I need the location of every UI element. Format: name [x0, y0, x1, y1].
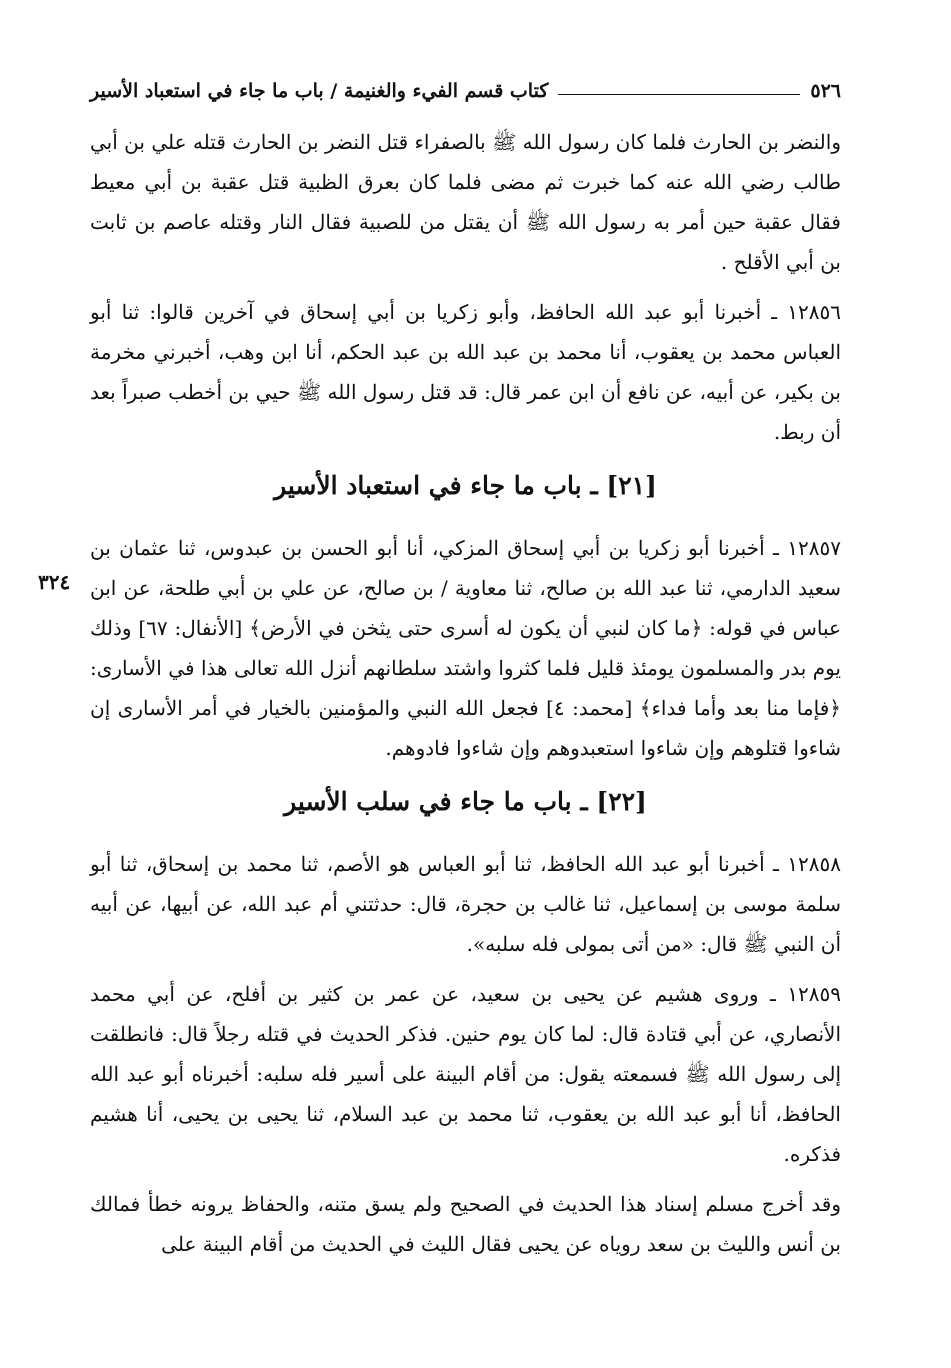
margin-reference-number: ٣٢٤	[38, 570, 71, 594]
paragraph-1: والنضر بن الحارث فلما كان رسول الله ﷺ بالصفراء قتل النضر بن الحارث قتله علي بن أبي طالب رضي الله عنه كما خبرت ثم مضى فلما كان بعرق الظبية قتل عقبة بن أبي معيط فقال عقبة حين أمر به رسول الله ﷺ أن يقتل من للصبية فقال النار وقتله عاصم بن ثابت بن أبي الأقلح .	[90, 130, 841, 274]
chapter-heading-22: [٢٢] ـ باب ما جاء في سلب الأسير	[284, 787, 647, 816]
running-title: كتاب قسم الفيء والغنيمة / باب ما جاء في استعباد الأسير	[90, 80, 549, 102]
paragraph-commentary: وقد أخرج مسلم إسناد هذا الحديث في الصحيح ولم يسق متنه، والحفاظ يرونه خطأ فمالك بن أنس والليث بن سعد روياه عن يحيى فقال الليث في الحديث من أقام البينة على	[90, 1192, 841, 1256]
paragraph-hadith-12858: ١٢٨٥٨ ـ أخبرنا أبو عبد الله الحافظ، ثنا أبو العباس هو الأصم، ثنا محمد بن إسحاق، ثنا أبو سلمة موسى بن إسماعيل، ثنا غالب بن حجرة، قال: حدثتني أم عبد الله، عن أبيها، عن أبيه أن النبي ﷺ قال: «من أتى بمولى فله سلبه».	[90, 852, 841, 956]
paragraph-hadith-12857: ١٢٨٥٧ ـ أخبرنا أبو زكريا بن أبي إسحاق المزكي، أنا أبو الحسن بن عبدوس، ثنا عثمان بن سعيد الدارمي، ثنا عبد الله بن صالح، ثنا معاوية / بن صالح، عن علي بن أبي طلحة، عن ابن عباس في قوله: ﴿ما كان لنبي أن يكون له أسرى حتى يثخن في الأرض﴾ [الأنفال: ٦٧] وذلك يوم بدر والمسلمون يومئذ قليل فلما كثروا واشتد سلطانهم أنزل الله تعالى هذا في الأسارى: ﴿فإما منا بعد وأما فداء﴾ [محمد: ٤] فجعل الله النبي والمؤمنين بالخيار في أمر الأسارى إن شاءوا قتلوهم وإن شاءوا استعبدوهم وإن شاءوا فادوهم.	[90, 536, 841, 760]
paragraph-hadith-12859: ١٢٨٥٩ ـ وروى هشيم عن يحيى بن سعيد، عن عمر بن كثير بن أفلح، عن أبي محمد الأنصاري، عن أبي قتادة قال: لما كان يوم حنين. فذكر الحديث في قتله رجلاً قال: فانطلقت إلى رسول الله ﷺ فسمعته يقول: من أقام البينة على أسير فله سلبه: أخبرناه أبو عبد الله الحافظ، أنا أبو عبد الله بن يعقوب، ثنا محمد بن عبد السلام، ثنا يحيى بن يحيى، أنا هشيم فذكره.	[90, 982, 841, 1166]
paragraph-hadith-12856: ١٢٨٥٦ ـ أخبرنا أبو عبد الله الحافظ، وأبو زكريا بن أبي إسحاق في آخرين قالوا: ثنا أبو العباس محمد بن يعقوب، أنا محمد بن عبد الله بن عبد الحكم، أنا ابن وهب، أخبرني مخرمة بن بكير، عن أبيه، عن نافع أن ابن عمر قال: قد قتل رسول الله ﷺ حيي بن أخطب صبراً بعد أن ربط.	[90, 300, 841, 444]
header-rule	[558, 94, 800, 95]
running-header	[90, 74, 841, 108]
page-number: ٥٢٦	[810, 80, 841, 102]
chapter-heading-21: [٢١] ـ باب ما جاء في استعباد الأسير	[274, 471, 657, 500]
page-body	[90, 122, 841, 1274]
